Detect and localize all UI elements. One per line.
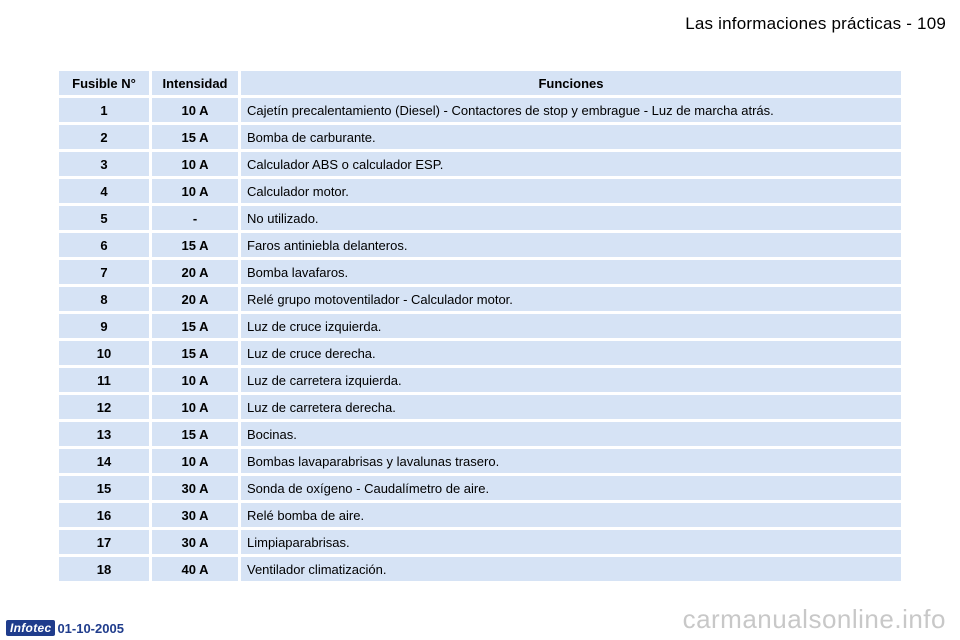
fuse-number-cell: 5 [59,206,149,230]
fuse-function-cell: Relé bomba de aire. [241,503,901,527]
fuse-function-cell: Bomba lavafaros. [241,260,901,284]
infotec-logo: Infotec [6,620,55,636]
table-row [59,530,901,554]
fuse-intensity-cell: 40 A [152,557,238,581]
table-row [59,260,901,284]
table-row [59,98,901,122]
fuse-number-cell: 15 [59,476,149,500]
fuse-intensity-cell: 10 A [152,152,238,176]
fuse-number-cell: 12 [59,395,149,419]
fuse-function-cell: Limpiaparabrisas. [241,530,901,554]
fuse-number-cell: 3 [59,152,149,176]
table-row [59,557,901,581]
fuse-intensity-cell: 10 A [152,395,238,419]
table-row [59,125,901,149]
fuse-intensity-cell: 30 A [152,530,238,554]
fuse-number-cell: 14 [59,449,149,473]
column-header-intensity: Intensidad [152,71,238,95]
column-header-fuse: Fusible N° [59,71,149,95]
fuse-function-cell: Luz de cruce derecha. [241,341,901,365]
fuse-intensity-cell: 15 A [152,341,238,365]
table-row [59,287,901,311]
fuse-number-cell: 7 [59,260,149,284]
column-header-functions: Funciones [241,71,901,95]
fuse-function-cell: Faros antiniebla delanteros. [241,233,901,257]
fuse-number-cell: 16 [59,503,149,527]
fuse-intensity-cell: 10 A [152,368,238,392]
fuse-number-cell: 6 [59,233,149,257]
fuse-function-cell: Bocinas. [241,422,901,446]
fuse-number-cell: 8 [59,287,149,311]
table-row [59,449,901,473]
fuse-function-cell: Luz de carretera derecha. [241,395,901,419]
fuse-intensity-cell: 30 A [152,476,238,500]
table-row [59,368,901,392]
footer [6,620,124,636]
fuse-number-cell: 9 [59,314,149,338]
fuse-function-cell: Luz de carretera izquierda. [241,368,901,392]
fuse-function-cell: Relé grupo motoventilador - Calculador motor. [241,287,901,311]
fuse-number-cell: 13 [59,422,149,446]
fuse-number-cell: 10 [59,341,149,365]
footer-date: 01-10-2005 [57,620,124,636]
page-title: Las informaciones prácticas - 109 [685,14,946,33]
fuse-table [56,68,904,584]
fuse-intensity-cell: 15 A [152,233,238,257]
fuse-function-cell: Cajetín precalentamiento (Diesel) - Contactores de stop y embrague - Luz de marcha atrás. [241,98,901,122]
table-row [59,206,901,230]
table-row [59,152,901,176]
fuse-intensity-cell: 10 A [152,449,238,473]
table-row [59,233,901,257]
table-row [59,476,901,500]
fuse-intensity-cell: - [152,206,238,230]
fuse-number-cell: 4 [59,179,149,203]
table-row [59,314,901,338]
table-row [59,422,901,446]
fuse-number-cell: 17 [59,530,149,554]
table-body [59,98,901,581]
fuse-intensity-cell: 15 A [152,422,238,446]
fuse-number-cell: 11 [59,368,149,392]
table-row [59,341,901,365]
table-row [59,179,901,203]
fuse-function-cell: No utilizado. [241,206,901,230]
fuse-function-cell: Calculador motor. [241,179,901,203]
fuse-intensity-cell: 20 A [152,260,238,284]
fuse-function-cell: Calculador ABS o calculador ESP. [241,152,901,176]
fuse-function-cell: Ventilador climatización. [241,557,901,581]
fuse-intensity-cell: 20 A [152,287,238,311]
fuse-intensity-cell: 10 A [152,179,238,203]
fuse-function-cell: Sonda de oxígeno - Caudalímetro de aire. [241,476,901,500]
table-header-row [59,71,901,95]
fuse-number-cell: 2 [59,125,149,149]
fuse-intensity-cell: 15 A [152,125,238,149]
fuse-intensity-cell: 10 A [152,98,238,122]
table-row [59,503,901,527]
fuse-intensity-cell: 15 A [152,314,238,338]
fuse-number-cell: 1 [59,98,149,122]
fuse-function-cell: Bomba de carburante. [241,125,901,149]
fuse-function-cell: Bombas lavaparabrisas y lavalunas trasero. [241,449,901,473]
fuse-intensity-cell: 30 A [152,503,238,527]
fuse-function-cell: Luz de cruce izquierda. [241,314,901,338]
table-row [59,395,901,419]
watermark: carmanualsonline.info [682,604,946,634]
fuse-number-cell: 18 [59,557,149,581]
